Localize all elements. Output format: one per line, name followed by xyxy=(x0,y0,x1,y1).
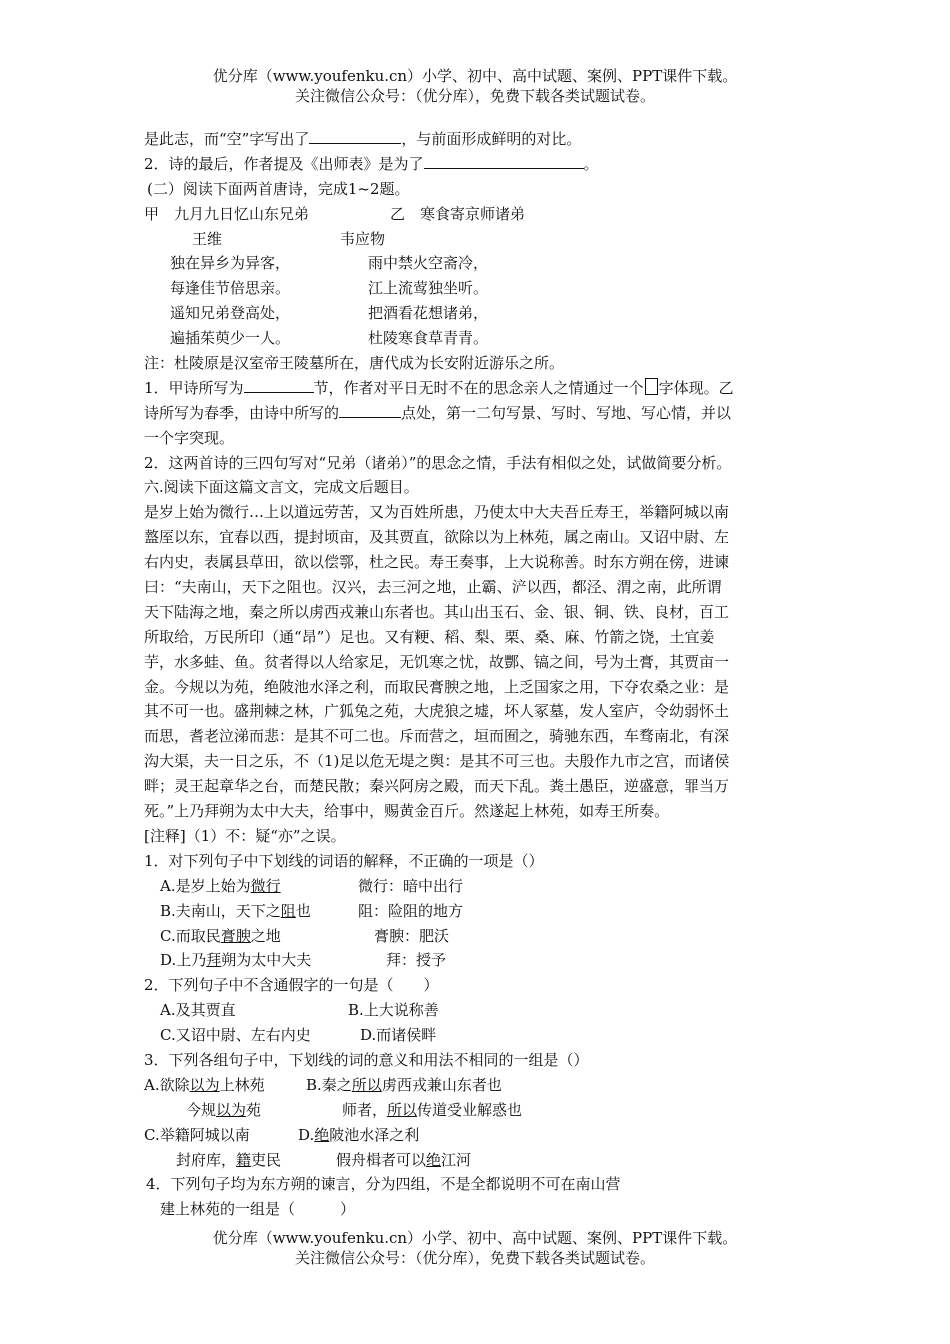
poem-line: 遍插茱萸少一人。 杜陵寒食草青青。 xyxy=(170,329,489,348)
passage-line: 其不可一也。盛荆棘之林，广狐兔之苑，大虎狼之墟，坏人冢墓，发人室庐，令幼弱怀土 xyxy=(144,702,730,721)
page-footer xyxy=(0,1228,950,1268)
passage-line: 沟大渠，夫一日之乐，不（1)足以危无堤之舆：是其不可三也。夫殷作九市之宫，而诸侯 xyxy=(144,752,730,771)
answer-blank[interactable] xyxy=(424,153,584,169)
options-row: 封府库，籍吏民 假舟楫者可以绝江河 xyxy=(176,1150,472,1169)
document-body xyxy=(144,127,824,1222)
option-B: B.夫南山，天下之阻也 阻：险阻的地方 xyxy=(160,901,464,920)
text-line: 诗所写为春季，由诗中所写的 点处，第一二句写景、写时、写地、写心情，并以 xyxy=(144,403,732,422)
answer-blank[interactable] xyxy=(339,402,401,418)
text-line: 是此志，而“空”字写出了 ，与前面形成鲜明的对比。 xyxy=(144,130,582,148)
passage-line: 盩厔以东，宜春以西，提封顷亩，及其贾直，欲除以为上林苑，属之南山。又诏中尉、左 xyxy=(144,528,730,547)
passage-line: 右内史，表属县草田，欲以偿鄠，杜之民。寿王奏事，上大说称善。时东方朔在傍，进谏 xyxy=(144,553,730,572)
option-A: A.是岁上始为微行 微行：暗中出行 xyxy=(160,876,464,895)
options-row: C.举籍阿城以南 D.绝陂池水泽之利 xyxy=(144,1125,420,1144)
poem-line: 独在异乡为异客， 雨中禁火空斋冷， xyxy=(170,254,489,273)
options-row: A.及其贾直 B.上大说称善 xyxy=(160,1001,439,1020)
passage-line: 是岁上始为微行…上以道远劳苦，又为百姓所患，乃使太中大夫吾丘寿王，举籍阿城以南 xyxy=(144,503,730,522)
question-cont: 建上林苑的一组是（ ） xyxy=(160,1200,356,1219)
note: 注：杜陵原是汉室帝王陵墓所在，唐代成为长安附近游乐之所。 xyxy=(144,354,565,373)
text-line: 一个字突现。 xyxy=(144,428,235,447)
passage-line: 曰：“夫南山，天下之阻也。汉兴，去三河之地，止霸、浐以西，都泾、渭之南，此所谓 xyxy=(144,578,722,597)
page-header xyxy=(0,66,950,106)
question: 2．下列句子中不含通假字的一句是（ ） xyxy=(144,976,439,995)
note: [注释]（1）不：疑“亦”之误。 xyxy=(144,826,346,845)
passage-line: 所取给，万民所印（通“昂”）足也。又有粳、稻、梨、栗、桑、麻、竹箭之饶，土宜姜 xyxy=(144,627,715,646)
question: 2．这两首诗的三四句写对“兄弟（诸弟）”的思念之情，手法有相似之处，试做简要分析。 xyxy=(144,453,732,472)
section-title: (二）阅读下面两首唐诗，完成1~2题。 xyxy=(147,179,410,198)
options-row: C.又诏中尉、左右内史 D.而诸侯畔 xyxy=(160,1026,437,1045)
passage-line: 天下陆海之地，秦之所以虏西戎兼山东者也。其山出玉石、金、银、铜、铁、良材，百工 xyxy=(144,602,730,621)
answer-blank[interactable] xyxy=(309,128,401,144)
passage-line: 而思，耆老泣涕而悲：是其不可二也。斥而营之，垣而囿之，骑驰东西，车骛南北，有深 xyxy=(144,727,730,746)
option-D: D.上乃拜朔为太中大夫 拜：授予 xyxy=(160,951,447,970)
section-title: 六.阅读下面这篇文言文，完成文后题目。 xyxy=(144,478,419,497)
passage-line: 金。今规以为苑，绝陂池水泽之利，而取民膏腴之地，上乏国家之用，下夺农桑之业：是 xyxy=(144,677,730,696)
poem-authors: 王维 韦应物 xyxy=(192,229,386,248)
question: 1．甲诗所写为 节，作者对平日无时不在的思念亲人之情通过一个 字体现。乙 xyxy=(144,378,734,397)
poem-line: 每逢佳节倍思亲。 江上流莺独坐听。 xyxy=(170,279,489,298)
passage-line: 死。”上乃拜朔为太中大夫，给事中，赐黄金百斤。然遂起上林苑，如寿王所奏。 xyxy=(144,802,670,821)
answer-blank[interactable] xyxy=(244,377,314,393)
passage xyxy=(144,500,824,824)
question: 2．诗的最后，作者提及《出师表》是为了 。 xyxy=(144,154,599,173)
options-row: 今规以为苑 师者，所以传道受业解惑也 xyxy=(186,1100,523,1119)
question: 3．下列各组句子中，下划线的词的意义和用法不相同的一组是（） xyxy=(144,1050,589,1069)
poem-line: 遥知兄弟登高处， 把酒看花想诸弟， xyxy=(170,304,489,323)
header-line-2: 关注微信公众号：（优分库），免费下载各类试题试卷。 xyxy=(294,87,655,105)
passage-line: 芋，水多蛙、鱼。贫者得以人给家足，无饥寒之忧，故酆、镐之间，号为土膏，其贾亩一 xyxy=(144,652,730,671)
poem-titles: 甲 九月九日忆山东兄弟 乙 寒食寄京师诸弟 xyxy=(144,204,526,223)
question: 4．下列句子均为东方朔的谏言，分为四组，不是全都说明不可在南山营 xyxy=(146,1175,621,1194)
footer-line-1: 优分库（www.youfenku.cn）小学、初中、高中试题、案例、PPT课件下载。 xyxy=(212,1229,738,1247)
header-line-1: 优分库（www.youfenku.cn）小学、初中、高中试题、案例、PPT课件下载。 xyxy=(212,67,738,85)
options-row: A.欲除以为上林苑 B.秦之所以虏西戎兼山东者也 xyxy=(144,1075,502,1094)
question: 1．对下列句子中下划线的词语的解释，不正确的一项是（） xyxy=(144,851,544,870)
footer-line-2: 关注微信公众号：（优分库），免费下载各类试题试卷。 xyxy=(294,1249,655,1267)
passage-line: 畔；灵王起章华之台，而楚民散；秦兴阿房之殿，而天下乱。粪土愚臣，逆盛意，罪当万 xyxy=(144,777,730,796)
option-C: C.而取民膏腴之地 膏腴：肥沃 xyxy=(160,926,450,945)
answer-box[interactable] xyxy=(645,378,658,395)
